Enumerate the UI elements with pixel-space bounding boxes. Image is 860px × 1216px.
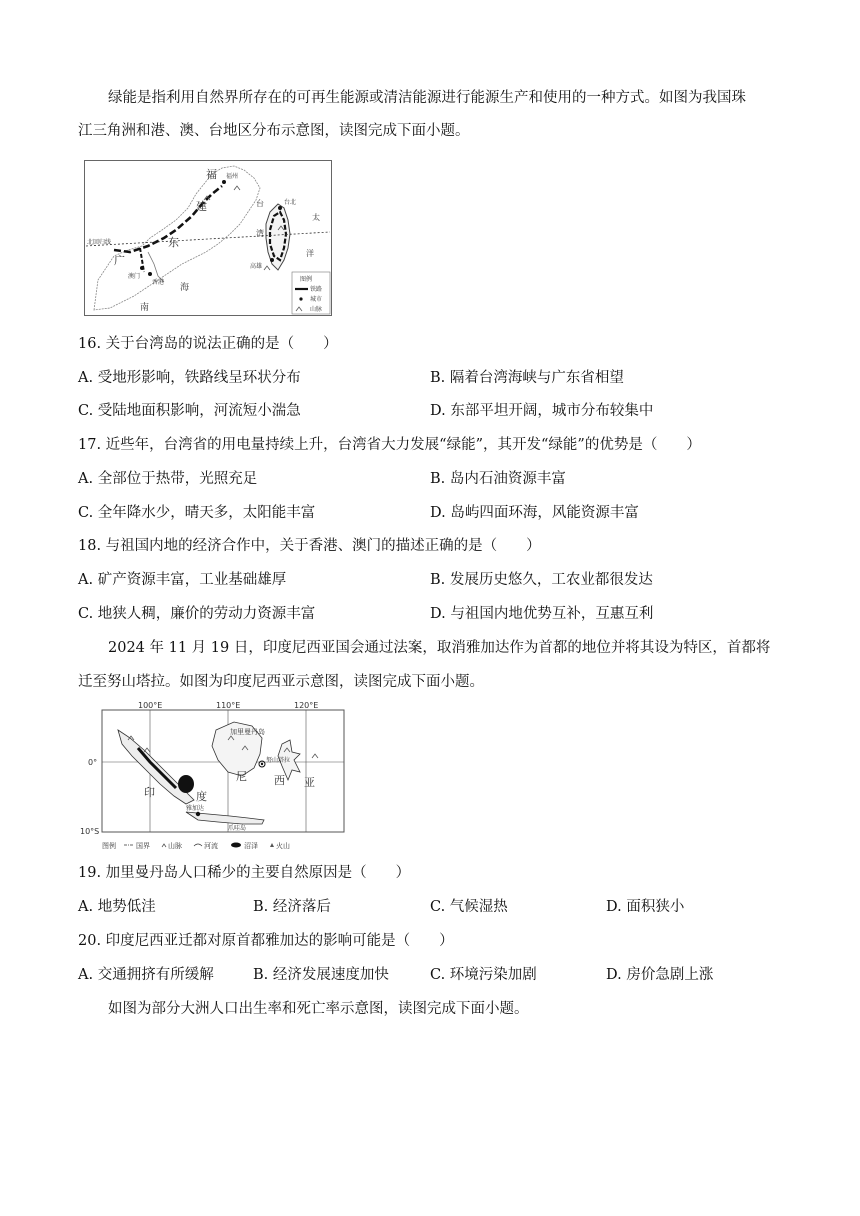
- map2-legend-swamp: 沼泽: [244, 842, 258, 850]
- q20-option-c[interactable]: C. 环境污染加剧: [430, 967, 537, 983]
- q17-option-c[interactable]: C. 全年降水少，晴天多，太阳能丰富: [78, 505, 316, 521]
- q16-option-a[interactable]: A. 受地形影响，铁路线呈环状分布: [78, 370, 301, 386]
- q18-option-a[interactable]: A. 矿产资源丰富，工业基础雄厚: [78, 572, 287, 588]
- intro3-line1: 如图为部分大洲人口出生率和死亡率示意图，读图完成下面小题。: [108, 1001, 529, 1017]
- map2-lat-0: 0°: [88, 758, 98, 767]
- map1-label-tropic: 北回归线: [87, 239, 112, 246]
- q16-option-c[interactable]: C. 受陆地面积影响，河流短小湍急: [78, 403, 301, 419]
- intro2-line2: 迁至努山塔拉。如图为印度尼西亚示意图，读图完成下面小题。: [78, 674, 484, 690]
- q18-option-d[interactable]: D. 与祖国内地优势互补，互惠互利: [430, 606, 654, 622]
- map2-label-nusantara: 努山塔拉: [266, 757, 291, 764]
- q19-option-a[interactable]: A. 地势低洼: [78, 899, 156, 915]
- map1-label-yang: 洋: [306, 249, 314, 258]
- q20-stem: 20. 印度尼西亚迁都对原首都雅加达的影响可能是（ ）: [78, 933, 454, 949]
- map2-legend-border: 国界: [136, 842, 150, 850]
- map1-legend-rail: 铁路: [310, 286, 323, 293]
- map2-legend-title: 图例: [102, 842, 116, 850]
- map1-label-tai-pacific: 太: [312, 213, 320, 222]
- q18-stem: 18. 与祖国内地的经济合作中，关于香港、澳门的描述正确的是（ ）: [78, 538, 541, 554]
- map2-label-xi: 西: [274, 774, 285, 787]
- q17-option-d[interactable]: D. 岛屿四面环海，风能资源丰富: [430, 505, 639, 521]
- map1-label-dong: 东: [168, 236, 179, 249]
- map2-label-du: 度: [196, 790, 207, 803]
- map1-label-wan: 湾: [256, 229, 264, 238]
- map1-label-kaohsiung: 高雄: [250, 263, 263, 270]
- q20-option-b[interactable]: B. 经济发展速度加快: [253, 967, 389, 983]
- map1-legend-mountain: 山脉: [310, 306, 323, 313]
- map2-legend-mountain: 山脉: [168, 842, 182, 850]
- q17-option-a[interactable]: A. 全部位于热带，光照充足: [78, 471, 258, 487]
- map1-label-macau: 澳门: [128, 273, 141, 280]
- q18-option-b[interactable]: B. 发展历史悠久，工农业都很发达: [430, 572, 653, 588]
- q19-stem: 19. 加里曼丹岛人口稀少的主要自然原因是（ ）: [78, 865, 411, 881]
- map2-label-jakarta: 雅加达: [186, 805, 205, 812]
- map-indonesia: [78, 700, 348, 852]
- q16-stem: 16. 关于台湾岛的说法正确的是（ ）: [78, 336, 338, 352]
- map2-label-ya: 亚: [304, 776, 315, 789]
- q19-option-c[interactable]: C. 气候湿热: [430, 899, 508, 915]
- q20-option-d[interactable]: D. 房价急剧上涨: [606, 967, 714, 983]
- q20-option-a[interactable]: A. 交通拥挤有所缓解: [78, 967, 214, 983]
- map1-legend-city: 城市: [310, 296, 323, 303]
- map1-svg: [84, 160, 332, 316]
- map2-legend-river: 河流: [204, 842, 218, 850]
- map1-label-hai: 海: [180, 283, 190, 293]
- intro2-line1: 2024 年 11 月 19 日，印度尼西亚国会通过法案，取消雅加达作为首都的地位并将其设为特区，首都将: [108, 640, 771, 656]
- map1-label-fuzhou: 福州: [226, 173, 239, 180]
- map2-legend-volcano: 火山: [276, 842, 290, 850]
- map2-lon-120: 120°E: [294, 701, 319, 710]
- map1-label-taipei: 台北: [284, 199, 297, 206]
- map1-label-nan: 南: [140, 303, 150, 313]
- map2-label-yin: 印: [144, 786, 155, 799]
- map1-label-hongkong: 香港: [152, 279, 165, 286]
- q16-option-d[interactable]: D. 东部平坦开阔，城市分布较集中: [430, 403, 654, 419]
- map1-label-fu: 福: [206, 168, 217, 181]
- map2-label-kalimantan: 加里曼丹岛: [230, 728, 265, 736]
- map1-legend-title: 图例: [300, 276, 313, 283]
- map-pearl-river-delta-taiwan: [84, 160, 332, 316]
- q17-option-b[interactable]: B. 岛内石油资源丰富: [430, 471, 566, 487]
- map1-label-tai: 台: [256, 199, 264, 208]
- q17-stem: 17. 近些年，台湾省的用电量持续上升，台湾省大力发展“绿能”，其开发“绿能”的优势是（ ）: [78, 437, 701, 453]
- map2-label-java: 爪哇岛: [228, 825, 247, 832]
- map2-label-ni: 尼: [236, 770, 247, 783]
- map1-label-jian: 建: [196, 200, 207, 213]
- map2-lon-100: 100°E: [138, 701, 163, 710]
- intro1-line2: 江三角洲和港、澳、台地区分布示意图，读图完成下面小题。: [78, 123, 470, 139]
- q19-option-d[interactable]: D. 面积狭小: [606, 899, 685, 915]
- map1-label-guang: 广: [114, 254, 125, 267]
- map2-legend: [102, 841, 290, 850]
- q16-option-b[interactable]: B. 隔着台湾海峡与广东省相望: [430, 370, 624, 386]
- map1-legend: [292, 272, 330, 314]
- q19-option-b[interactable]: B. 经济落后: [253, 899, 331, 915]
- map2-lon-110: 110°E: [216, 701, 241, 710]
- q18-option-c[interactable]: C. 地狭人稠，廉价的劳动力资源丰富: [78, 606, 316, 622]
- intro1-line1: 绿能是指利用自然界所存在的可再生能源或清洁能源进行能源生产和使用的一种方式。如图为我国珠: [108, 90, 746, 106]
- map2-lat-10s: 10°S: [80, 827, 100, 836]
- map2-svg: [78, 700, 348, 852]
